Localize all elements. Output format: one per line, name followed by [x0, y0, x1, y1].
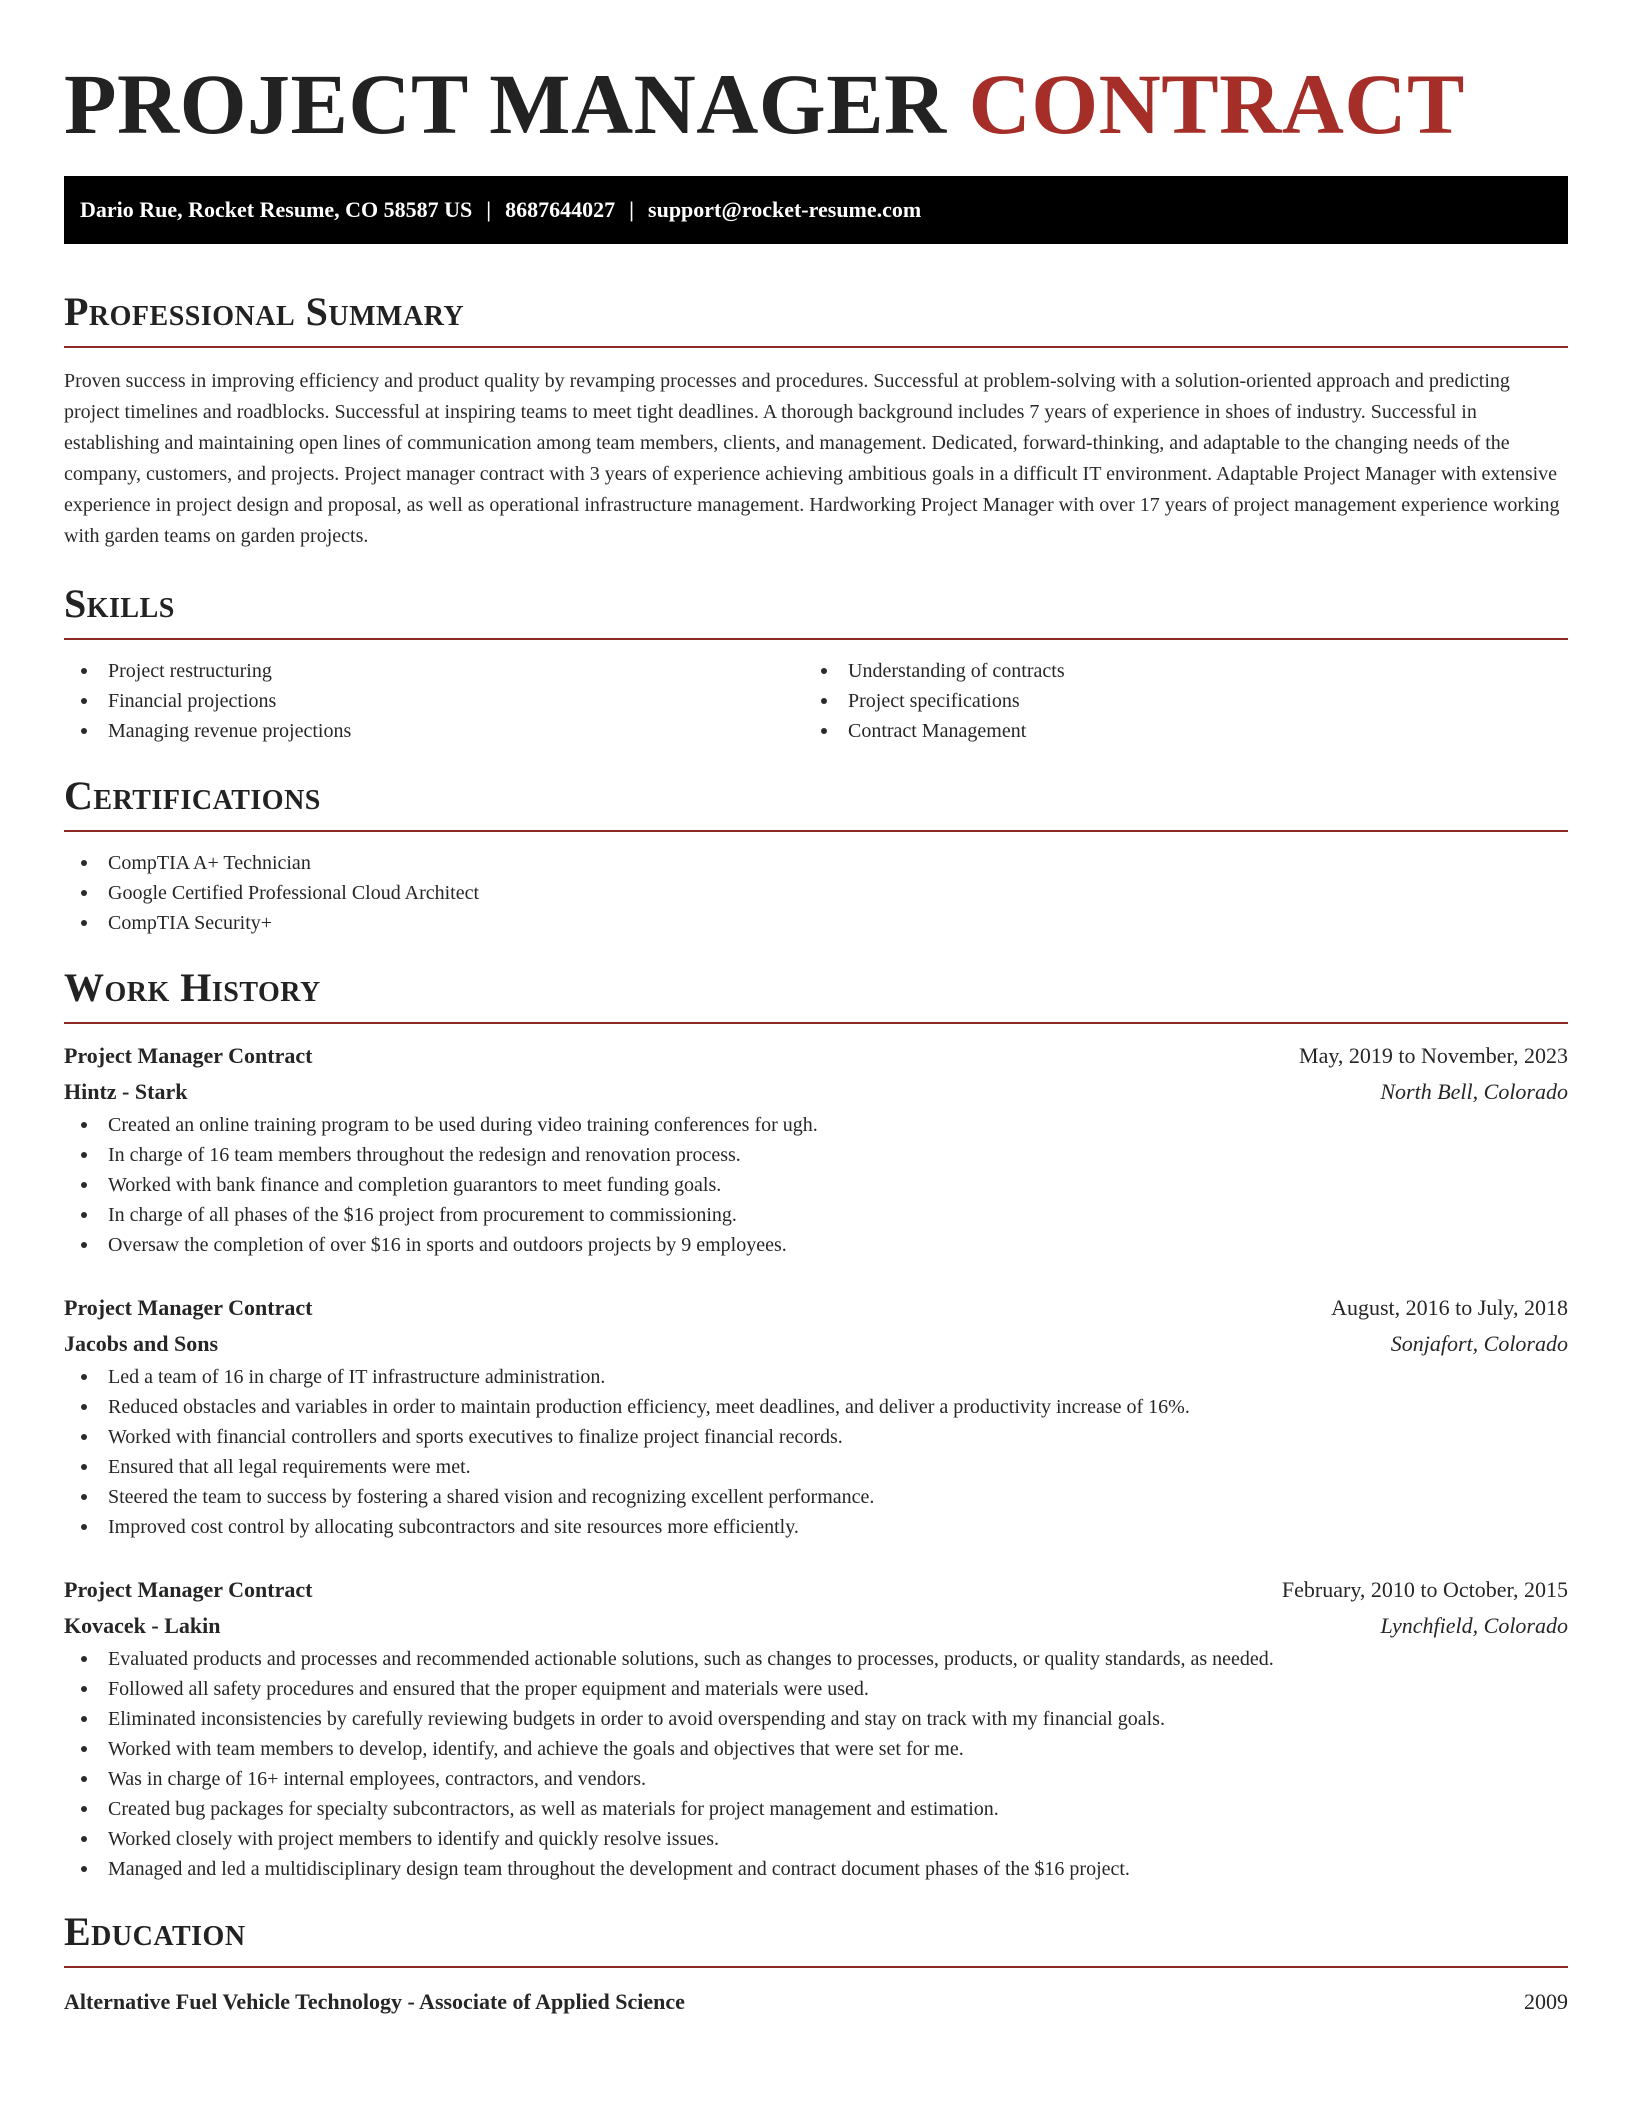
title-main: PROJECT MANAGER [64, 56, 947, 152]
skill-item: Project restructuring [64, 656, 804, 686]
skills-column-right [804, 656, 1544, 746]
certifications-list [64, 848, 1568, 938]
job-bullet: Worked with financial controllers and sports executives to finalize project financial records. [64, 1422, 1568, 1452]
section-divider [64, 830, 1568, 832]
skills-grid [64, 656, 1568, 746]
job-dates: February, 2010 to October, 2015 [1281, 1577, 1568, 1602]
job-bullets [64, 1110, 1568, 1260]
job-bullet: Created an online training program to be used during video training conferences for ugh. [64, 1110, 1568, 1140]
job-bullet: Eliminated inconsistencies by carefully reviewing budgets in order to avoid overspending and stay on track with my financial goals. [64, 1704, 1568, 1734]
job-bullet: Managed and led a multidisciplinary design team throughout the development and contract document phases of the $16 project. [64, 1854, 1568, 1884]
job-bullet: Created bug packages for specialty subcontractors, as well as materials for project management and estimation. [64, 1794, 1568, 1824]
job-header [64, 1572, 1568, 1608]
skill-item: Financial projections [64, 686, 804, 716]
contact-phone: 8687644027 [505, 197, 616, 222]
job-dates: August, 2016 to July, 2018 [1331, 1295, 1568, 1320]
certification-item: CompTIA A+ Technician [64, 848, 1568, 878]
skill-item: Managing revenue projections [64, 716, 804, 746]
job-company: Hintz - Stark [64, 1079, 188, 1104]
contact-email: support@rocket-resume.com [648, 197, 922, 222]
job-bullet: Was in charge of 16+ internal employees, contractors, and vendors. [64, 1764, 1568, 1794]
job-title: Project Manager Contract [64, 1577, 313, 1602]
summary-text: Proven success in improving efficiency and product quality by revamping processes and procedures. Successful at problem-solving with a solution-oriented approach and predicting project timelines and roadblocks. Successful at inspiring teams to meet tight deadlines. A thorough background includes 7 years of experience in shoes of industry. Successful in establishing and maintaining open lines of communication among team members, clients, and management. Dedicated, forward-thinking, and adaptable to the changing needs of the company, customers, and projects. Project manager contract with 3 years of experience achieving ambitious goals in a difficult IT environment. Adaptable Project Manager with extensive experience in project design and proposal, as well as operational infrastructure management. Hardworking Project Manager with over 17 years of project management experience working with garden teams on garden projects. [64, 370, 1560, 547]
job-bullet: Worked closely with project members to identify and quickly resolve issues. [64, 1824, 1568, 1854]
job-subheader [64, 1326, 1568, 1362]
job-bullet: Ensured that all legal requirements were met. [64, 1452, 1568, 1482]
job-entry [64, 1572, 1568, 1884]
skill-item: Contract Management [804, 716, 1544, 746]
job-dates: May, 2019 to November, 2023 [1299, 1043, 1568, 1068]
job-bullets [64, 1362, 1568, 1542]
education-degree: Alternative Fuel Vehicle Technology - Associate of Applied Science [64, 1989, 685, 2014]
job-bullet: Oversaw the completion of over $16 in sports and outdoors projects by 9 employees. [64, 1230, 1568, 1260]
skill-item: Understanding of contracts [804, 656, 1544, 686]
contact-name-address: Dario Rue, Rocket Resume, CO 58587 US [80, 197, 473, 222]
skills-column-left [64, 656, 804, 746]
job-entry [64, 1038, 1568, 1260]
skill-item: Project specifications [804, 686, 1544, 716]
job-entry [64, 1290, 1568, 1542]
job-subheader [64, 1608, 1568, 1644]
job-header [64, 1290, 1568, 1326]
certification-item: CompTIA Security+ [64, 908, 1568, 938]
skills-section [64, 580, 1568, 746]
education-year: 2009 [1524, 1989, 1568, 2014]
education-entry [64, 1984, 1568, 2020]
job-title: Project Manager Contract [64, 1295, 313, 1320]
summary-section [64, 288, 1568, 552]
job-location: Sonjafort, Colorado [1390, 1331, 1568, 1356]
contact-separator: | [486, 197, 492, 222]
certification-item: Google Certified Professional Cloud Architect [64, 878, 1568, 908]
education-section [64, 1908, 1568, 2020]
job-bullet: In charge of all phases of the $16 project from procurement to commissioning. [64, 1200, 1568, 1230]
job-bullet: Followed all safety procedures and ensured that the proper equipment and materials were used. [64, 1674, 1568, 1704]
work-history-heading: Work History [64, 965, 321, 1010]
job-company: Kovacek - Lakin [64, 1613, 221, 1638]
section-divider [64, 346, 1568, 348]
job-bullet: Worked with team members to develop, identify, and achieve the goals and objectives that were set for me. [64, 1734, 1568, 1764]
summary-heading: Professional Summary [64, 289, 465, 334]
job-company: Jacobs and Sons [64, 1331, 219, 1356]
job-title: Project Manager Contract [64, 1043, 313, 1068]
title-accent: CONTRACT [968, 56, 1465, 152]
job-location: North Bell, Colorado [1380, 1079, 1568, 1104]
certifications-heading: Certifications [64, 773, 321, 818]
education-heading: Education [64, 1909, 246, 1954]
job-bullets [64, 1644, 1568, 1884]
page-title [64, 0, 1568, 150]
job-bullet: Improved cost control by allocating subcontractors and site resources more efficiently. [64, 1512, 1568, 1542]
job-subheader [64, 1074, 1568, 1110]
job-header [64, 1038, 1568, 1074]
job-bullet: In charge of 16 team members throughout the redesign and renovation process. [64, 1140, 1568, 1170]
work-history-section [64, 964, 1568, 1884]
job-bullet: Evaluated products and processes and recommended actionable solutions, such as changes to processes, products, or quality standards, as needed. [64, 1644, 1568, 1674]
contact-bar [64, 176, 1568, 244]
job-bullet: Reduced obstacles and variables in order to maintain production efficiency, meet deadlines, and deliver a productivity increase of 16%. [64, 1392, 1568, 1422]
job-bullet: Steered the team to success by fostering a shared vision and recognizing excellent performance. [64, 1482, 1568, 1512]
contact-separator: | [629, 197, 635, 222]
section-divider [64, 1966, 1568, 1968]
resume-page [64, 0, 1568, 2020]
job-bullet: Worked with bank finance and completion guarantors to meet funding goals. [64, 1170, 1568, 1200]
section-divider [64, 1022, 1568, 1024]
job-bullet: Led a team of 16 in charge of IT infrastructure administration. [64, 1362, 1568, 1392]
skills-heading: Skills [64, 581, 175, 626]
job-location: Lynchfield, Colorado [1380, 1613, 1568, 1638]
certifications-section [64, 772, 1568, 938]
section-divider [64, 638, 1568, 640]
